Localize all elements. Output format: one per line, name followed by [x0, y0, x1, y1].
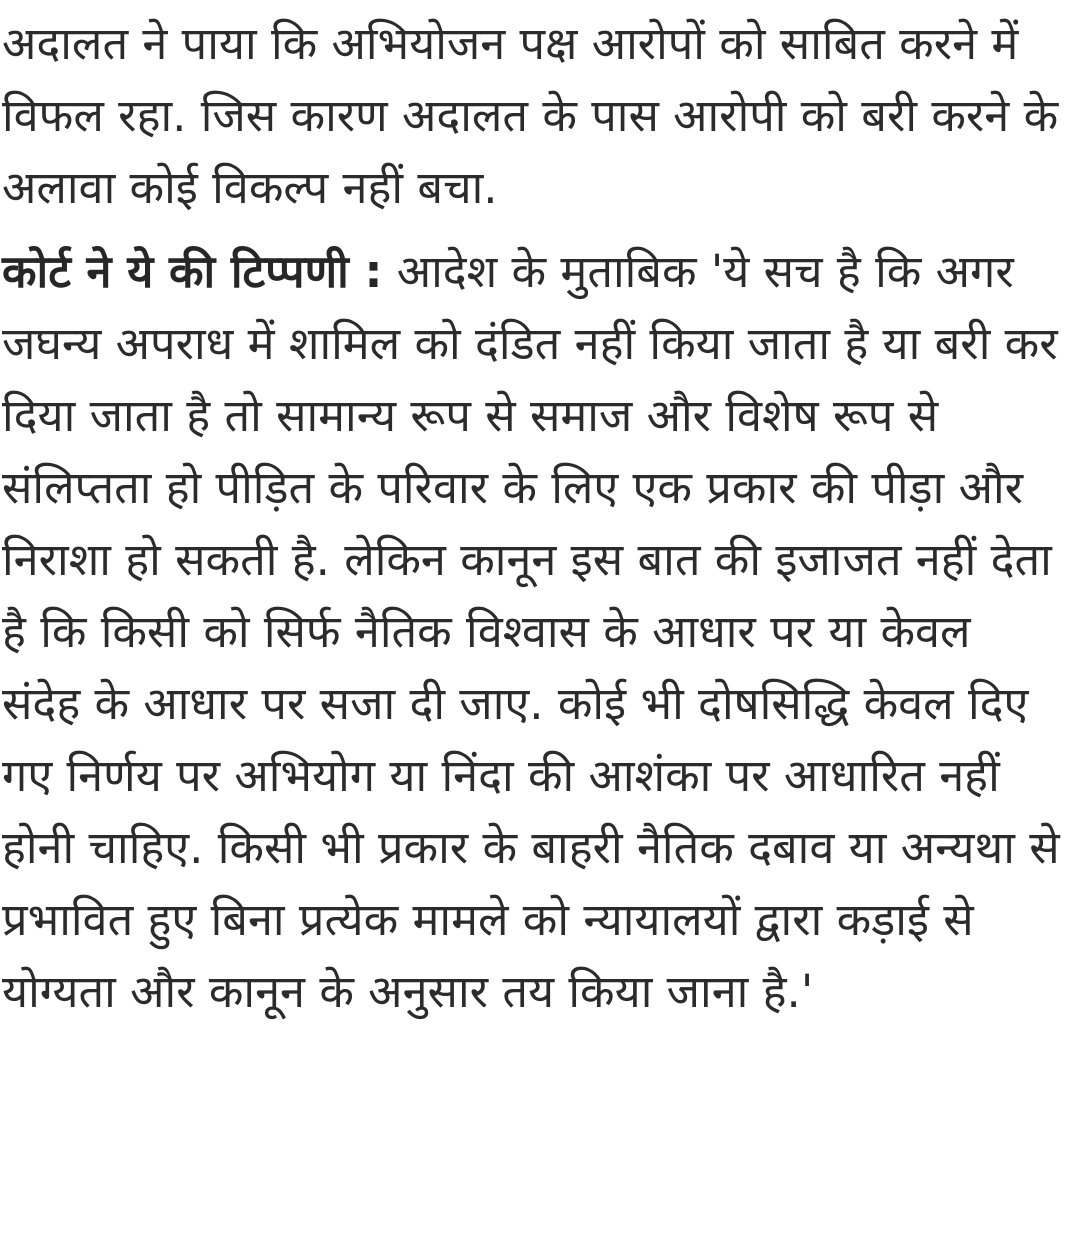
paragraph-verdict: अदालत ने पाया कि अभियोजन पक्ष आरोपों को साबित करने में विफल रहा. जिस कारण अदालत के पास आरोपी को बरी करने के अलावा कोई विकल्प नहीं बचा. — [2, 17, 1059, 214]
paragraph-court-remark — [2, 236, 1062, 1028]
court-remark-text: आदेश के मुताबिक 'ये सच है कि अगर जघन्य अपराध में शामिल को दंडित नहीं किया जाता है या बरी कर दिया जाता है तो सामान्य रूप से समाज और विशेष रूप से संलिप्तता हो पीड़ित के परिवार के लिए एक प्रकार की पीड़ा और निराशा हो सकती है. लेकिन कानून इस बात की इजाजत नहीं देता है कि किसी को सिर्फ नैतिक विश्वास के आधार पर या केवल संदेह के आधार पर सजा दी जाए. कोई भी दोषसिद्धि केवल दिए गए निर्णय पर अभियोग या निंदा की आशंका पर आधारित नहीं होनी चाहिए. किसी भी प्रकार के बाहरी नैतिक दबाव या अन्यथा से प्रभावित हुए बिना प्रत्येक मामले को न्यायालयों द्वारा कड़ाई से योग्यता और कानून के अनुसार तय किया जाना है.' — [2, 245, 1060, 1018]
court-remark-heading: कोर्ट ने ये की टिप्पणी : — [2, 245, 383, 298]
